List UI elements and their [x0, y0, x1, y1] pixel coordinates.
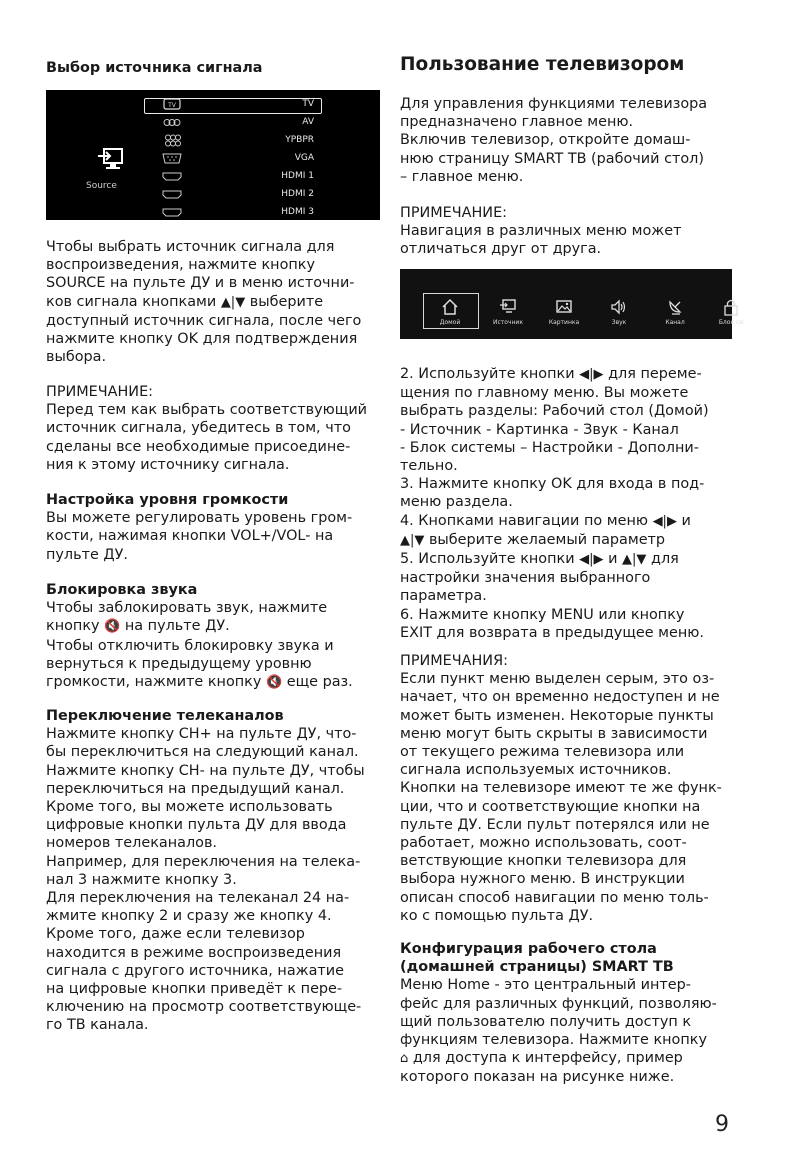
text-line: меню могут быть скрыты в зависимости — [400, 725, 708, 742]
home-menu-item-source[interactable] — [479, 293, 537, 327]
text-line — [400, 550, 709, 569]
config-block — [400, 940, 717, 1087]
text-line: от текущего режима телевизора или — [400, 744, 685, 761]
text-fragment: кнопку — [46, 618, 100, 635]
text-fragment: 2. Используйте кнопки — [400, 366, 575, 382]
hdmi-port-icon — [160, 170, 184, 183]
text-line: может быть изменен. Некоторые пункты — [400, 707, 714, 724]
source-item-label: YPBPR — [285, 135, 314, 145]
text-line: параметра. — [400, 588, 487, 605]
text-line: сигнала с другого источника, нажатие — [46, 962, 345, 979]
text-line: Если пункт меню выделен серым, это оз- — [400, 671, 715, 688]
home-menu-item-home[interactable] — [421, 293, 479, 327]
up-down-arrows-icon: ▲|▼ — [220, 294, 246, 310]
text-fragment: еще раз. — [286, 674, 353, 691]
text-line: цифровые кнопки пульта ДУ для ввода — [46, 817, 347, 834]
text-line: Кроме того, даже если телевизор — [46, 926, 305, 943]
home-icon — [441, 298, 459, 316]
text-fragment: для доступа к интерфейсу, пример — [412, 1050, 683, 1067]
source-item-label: HDMI 2 — [281, 189, 314, 199]
text-fragment: громкости, нажмите кнопку — [46, 674, 262, 691]
left-right-arrows-icon: ◀|▶ — [579, 367, 604, 382]
text-fragment: 5. Используйте кнопки — [400, 551, 575, 568]
text-line: Чтобы выбрать источник сигнала для — [46, 239, 335, 255]
text-line: Нажмите кнопку CH- на пульте ДУ, чтобы — [46, 762, 365, 779]
home-menu-label: Картинка — [548, 319, 580, 326]
source-item-label: HDMI 3 — [281, 207, 314, 217]
text-line: выбора нужного меню. В инструкции — [400, 871, 685, 888]
text-line: ветствующие кнопки телевизора для — [400, 853, 687, 870]
home-menu-item-lock[interactable] — [702, 293, 760, 327]
left-right-arrows-icon: ◀|▶ — [652, 513, 677, 529]
mute-icon: 🔇 — [104, 619, 121, 635]
up-down-arrows-icon: ▲|▼ — [622, 552, 647, 568]
text-line: Вы можете регулировать уровень гром- — [46, 510, 353, 527]
text-line: – главное меню. — [400, 168, 524, 185]
ypbpr-connector-icon — [160, 134, 184, 147]
text-line: Например, для переключения на телека- — [46, 853, 361, 870]
source-item-av[interactable] — [144, 115, 376, 131]
svg-text:TV: TV — [168, 102, 176, 109]
text-line — [400, 1049, 717, 1068]
hdmi-port-icon — [160, 206, 184, 219]
home-menu-screenshot — [400, 269, 744, 339]
source-paragraph — [46, 238, 361, 366]
source-item-vga[interactable] — [144, 151, 376, 167]
source-heading: Выбор источника сигнала — [46, 60, 263, 76]
text-line — [46, 673, 353, 692]
text-line: пульте ДУ. — [46, 546, 129, 563]
text-line: нажмите кнопку OK для подтверждения — [46, 331, 358, 348]
text-line: вернуться к предыдущему уровню — [46, 655, 312, 672]
text-line: меню раздела. — [400, 494, 513, 511]
text-line: функциям телевизора. Нажмите кнопку — [400, 1032, 707, 1049]
channel-block — [46, 707, 365, 1035]
source-menu-screenshot — [46, 90, 380, 220]
text-line — [400, 531, 709, 550]
source-item-label: AV — [302, 117, 314, 127]
text-fragment: 4. Кнопками навигации по меню — [400, 512, 648, 529]
text-line: EXIT для возврата в предыдущее меню. — [400, 624, 704, 641]
text-line: ции, что и соответствующие кнопки на — [400, 798, 701, 815]
satellite-dish-icon — [666, 298, 684, 316]
text-line — [46, 617, 353, 636]
note-block — [46, 383, 367, 474]
text-fragment: выберите желаемый параметр — [428, 531, 666, 548]
text-line: ко с помощью пульта ДУ. — [400, 907, 594, 924]
picture-icon — [555, 298, 573, 316]
text-line: источник сигнала, убедитесь в том, что — [46, 420, 351, 437]
text-fragment: для переме- — [608, 366, 702, 382]
text-line: 6. Нажмите кнопку MENU или кнопку — [400, 606, 685, 623]
hdmi-port-icon — [160, 188, 184, 201]
note2-block — [400, 652, 722, 925]
text-fragment: и — [681, 512, 691, 529]
home-menu-item-channel[interactable] — [646, 293, 704, 327]
home-menu-item-sound[interactable] — [590, 293, 648, 327]
source-item-tv[interactable] — [144, 97, 376, 113]
source-item-hdmi2[interactable] — [144, 187, 376, 203]
text-fragment: и — [608, 551, 618, 568]
text-line: пульте ДУ. Если пульт потерялся или не — [400, 816, 710, 833]
text-line: тельно. — [400, 458, 458, 475]
text-line: доступный источник сигнала, после чего — [46, 312, 362, 329]
text-line: нюю страницу SMART ТВ (рабочий стол) — [400, 150, 704, 167]
text-line: щения по главному меню. Вы можете — [400, 385, 689, 402]
text-line: нал 3 нажмите кнопку 3. — [46, 871, 237, 888]
text-line: Для управления функциями телевизора — [400, 96, 708, 112]
config-heading: Конфигурация рабочего стола — [400, 941, 657, 957]
text-line: го ТВ канала. — [46, 1017, 149, 1034]
text-line: сигнала используемых источников. — [400, 762, 672, 779]
note-heading: ПРИМЕЧАНИЕ: — [46, 384, 154, 400]
text-line: Навигация в различных меню может — [400, 223, 682, 240]
text-fragment: для — [651, 551, 679, 568]
home-menu-label: Звук — [611, 319, 627, 326]
text-line: Кроме того, вы можете использовать — [46, 799, 333, 816]
note1-block — [400, 204, 681, 259]
mute-heading: Блокировка звука — [46, 582, 198, 598]
text-line: - Источник - Картинка - Звук - Канал — [400, 421, 679, 438]
text-line: жмите кнопку 2 и сразу же кнопку 4. — [46, 908, 332, 925]
text-fragment: выберите — [249, 293, 324, 310]
home-menu-label: Источник — [493, 319, 523, 326]
text-fragment: ков сигнала кнопками — [46, 293, 217, 310]
home-menu-label: Домой — [439, 319, 461, 326]
source-item-label: TV — [302, 99, 314, 109]
home-menu-label: Канал — [665, 319, 685, 326]
source-input-icon — [98, 146, 126, 172]
text-fragment: на пульте ДУ. — [124, 618, 230, 635]
mute-block — [46, 581, 353, 692]
text-line: Нажмите кнопку CH+ на пульте ДУ, что- — [46, 726, 357, 743]
text-line: 3. Нажмите кнопку OK для входа в под- — [400, 476, 705, 493]
volume-heading: Настройка уровня громкости — [46, 492, 289, 508]
text-line: на цифровые кнопки приведёт к пере- — [46, 981, 343, 998]
text-line: находится в режиме воспроизведения — [46, 944, 342, 961]
text-line: выбора. — [46, 349, 107, 366]
channel-heading: Переключение телеканалов — [46, 708, 284, 724]
config-heading: (домашней страницы) SMART ТВ — [400, 959, 674, 976]
text-line: описан способ навигации по меню толь- — [400, 889, 709, 906]
text-line: Меню Home - это центральный интер- — [400, 977, 691, 994]
text-line: Включив телевизор, откройте домаш- — [400, 132, 691, 149]
text-line: переключиться на предыдущий канал. — [46, 780, 345, 797]
up-down-arrows-icon: ▲|▼ — [400, 532, 425, 548]
text-line: номеров телеканалов. — [46, 835, 218, 852]
text-line: Для переключения на телеканал 24 на- — [46, 890, 350, 907]
note-heading: ПРИМЕЧАНИЕ: — [400, 205, 508, 221]
source-item-ypbpr[interactable] — [144, 133, 376, 149]
vga-port-icon — [160, 152, 184, 165]
sound-icon — [610, 298, 628, 316]
text-line: Чтобы заблокировать звук, нажмите — [46, 600, 328, 617]
volume-block — [46, 491, 352, 564]
left-right-arrows-icon: ◀|▶ — [579, 552, 604, 568]
text-line: отличаться друг от друга. — [400, 241, 602, 258]
text-line: сделаны все необходимые присоедине- — [46, 438, 351, 455]
note-heading: ПРИМЕЧАНИЯ: — [400, 653, 508, 669]
text-line: кости, нажимая кнопки VOL+/VOL- на — [46, 528, 334, 545]
text-line: настройки значения выбранного — [400, 570, 651, 587]
text-line: работает, можно использовать, соот- — [400, 835, 687, 852]
intro-block — [400, 95, 707, 186]
mute-icon: 🔇 — [265, 675, 283, 691]
text-line: фейс для различных функций, позволяю- — [400, 995, 717, 1012]
text-line: ния к этому источнику сигнала. — [46, 456, 290, 473]
home-menu-label: Блок си — [718, 319, 744, 326]
text-line: SOURCE на пульте ДУ и в меню источни- — [46, 275, 355, 292]
text-line: предназначено главное меню. — [400, 114, 634, 131]
source-label: Source — [86, 181, 117, 191]
text-line: начает, что он временно недоступен и не — [400, 689, 720, 706]
source-item-hdmi1[interactable] — [144, 169, 376, 185]
home-icon: ⌂ — [400, 1051, 409, 1067]
source-item-label: VGA — [294, 153, 314, 163]
text-line: ключению на просмотр соответствующе- — [46, 999, 362, 1016]
lock-icon — [722, 298, 740, 316]
text-line: щий пользователю получить доступ к — [400, 1013, 692, 1030]
source-icon — [499, 298, 517, 316]
text-line — [46, 293, 361, 312]
page-title: Пользование телевизором — [400, 54, 685, 75]
text-line: Чтобы отключить блокировку звука и — [46, 637, 334, 654]
text-line — [400, 365, 709, 384]
tv-icon — [160, 98, 184, 111]
text-line: воспроизведения, нажмите кнопку — [46, 257, 315, 274]
text-line: которого показан на рисунке ниже. — [400, 1069, 675, 1086]
text-line: Перед тем как выбрать соответствующий — [46, 402, 368, 419]
text-line: выбрать разделы: Рабочий стол (Домой) — [400, 403, 709, 420]
text-line: - Блок системы – Настройки - Дополни- — [400, 439, 699, 456]
steps-block — [400, 365, 709, 642]
av-connector-icon — [160, 116, 184, 129]
page-number: 9 — [715, 1112, 729, 1137]
source-item-label: HDMI 1 — [281, 171, 314, 181]
text-line: бы переключиться на следующий канал. — [46, 744, 359, 761]
source-item-hdmi3[interactable] — [144, 205, 376, 221]
text-line: Кнопки на телевизоре имеют те же функ- — [400, 780, 722, 797]
home-menu-item-picture[interactable] — [535, 293, 593, 327]
text-line — [400, 512, 709, 531]
